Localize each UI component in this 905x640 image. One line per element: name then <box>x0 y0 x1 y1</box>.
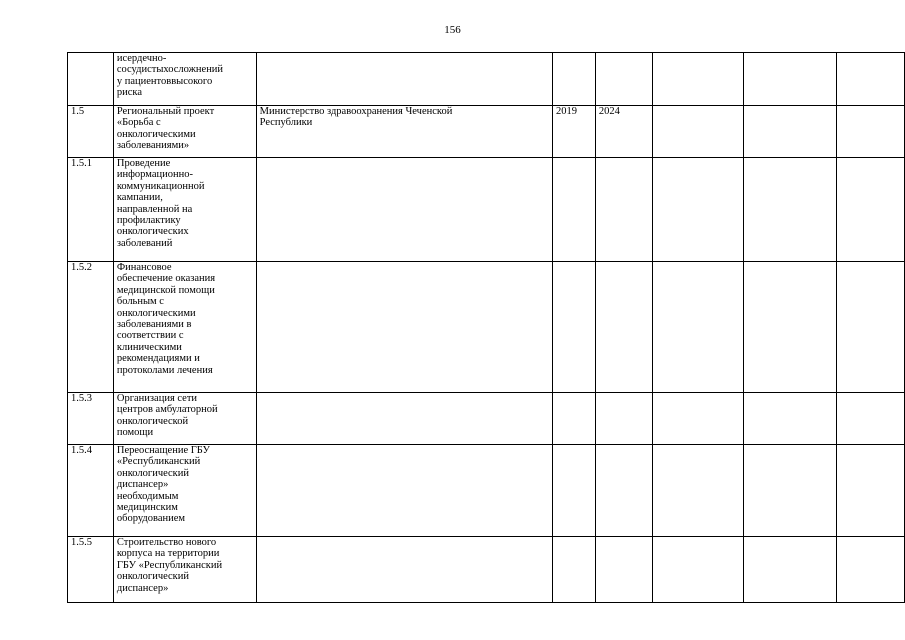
executor-cell <box>256 393 552 445</box>
executor-cell <box>256 53 552 106</box>
column-7-cell <box>744 106 837 158</box>
item-name-cell <box>113 445 256 537</box>
column-6-cell <box>652 393 743 445</box>
cell-text-line: диспансер» <box>116 582 169 594</box>
column-7-cell <box>744 445 837 537</box>
cell-text-line: медицинской помощи <box>116 284 215 296</box>
column-8-cell <box>837 262 905 393</box>
cell-text-line: 1.5.4 <box>71 445 92 456</box>
start-year-cell <box>553 262 596 393</box>
column-6-cell <box>652 537 743 603</box>
cell-text-line: заболеваниями в <box>116 319 192 331</box>
cell-text-line: протоколами лечения <box>116 364 213 376</box>
cell-text-line: ГБУ «Республиканский <box>116 559 223 571</box>
item-name-cell <box>113 53 256 106</box>
item-name-cell <box>113 106 256 158</box>
item-number-cell <box>68 537 114 603</box>
cell-text-line: диспансер» <box>116 479 169 491</box>
cell-text-line: Строительство нового <box>116 537 217 548</box>
cell-text-line: необходимым <box>116 490 179 502</box>
cell-text-line: онкологическими <box>116 128 196 140</box>
start-year-cell <box>553 445 596 537</box>
plan-table <box>67 52 905 603</box>
table-body <box>68 53 905 603</box>
column-8-cell <box>837 53 905 106</box>
cell-text-line: онкологической <box>116 415 189 427</box>
column-6-cell <box>652 158 743 262</box>
executor-cell <box>256 262 552 393</box>
column-6-cell <box>652 106 743 158</box>
end-year-cell <box>595 106 652 158</box>
cell-text-line: Проведение <box>116 158 171 169</box>
cell-text-line: онкологический <box>116 571 190 583</box>
column-8-cell <box>837 106 905 158</box>
item-name-cell <box>113 158 256 262</box>
executor-cell <box>256 158 552 262</box>
item-name-cell <box>113 537 256 603</box>
column-7-cell <box>744 53 837 106</box>
column-8-cell <box>837 537 905 603</box>
column-7-cell <box>744 393 837 445</box>
table-row <box>68 393 905 445</box>
cell-text-line: центров амбулаторной <box>116 404 218 416</box>
cell-text-line: медицинским <box>116 502 178 514</box>
start-year-cell <box>553 53 596 106</box>
executor-cell <box>256 106 552 158</box>
cell-text-line: 1.5 <box>71 106 85 117</box>
cell-text-line: рекомендациями и <box>116 353 200 365</box>
column-6-cell <box>652 445 743 537</box>
cell-text-line: клиническими <box>116 341 182 353</box>
table-row <box>68 445 905 537</box>
cell-text-line: Финансовое <box>116 262 172 273</box>
cell-text-line: заболеваний <box>116 237 173 249</box>
start-year-cell <box>553 537 596 603</box>
cell-text-line: исердечно- <box>116 53 167 64</box>
cell-text-line: «Республиканский <box>116 456 201 468</box>
column-7-cell <box>744 262 837 393</box>
table-row <box>68 53 905 106</box>
page-number: 156 <box>444 24 461 36</box>
cell-text-line: онкологических <box>116 226 189 238</box>
cell-text-line: онкологическими <box>116 307 196 319</box>
cell-text-line: Министерство здравоохранения Чеченской <box>259 106 453 117</box>
cell-text-line: информационно- <box>116 169 193 181</box>
column-8-cell <box>837 158 905 262</box>
cell-text-line: больным с <box>116 296 164 308</box>
end-year-cell <box>595 262 652 393</box>
column-6-cell <box>652 262 743 393</box>
table-row <box>68 158 905 262</box>
end-year-cell <box>595 393 652 445</box>
cell-text-line: Организация сети <box>116 393 198 404</box>
cell-text-line: 1.5.3 <box>71 393 92 404</box>
column-6-cell <box>652 53 743 106</box>
end-year-cell <box>595 53 652 106</box>
table-row <box>68 106 905 158</box>
start-year-cell <box>553 158 596 262</box>
cell-text-line: корпуса на территории <box>116 548 220 560</box>
table-row <box>68 537 905 603</box>
end-year-cell <box>595 158 652 262</box>
start-year-cell <box>553 106 596 158</box>
item-number-cell <box>68 262 114 393</box>
cell-text-line: помощи <box>116 427 154 439</box>
column-8-cell <box>837 393 905 445</box>
cell-text-line: 1.5.5 <box>71 537 92 548</box>
cell-text-line: оборудованием <box>116 513 186 525</box>
cell-text-line: коммуникационной <box>116 180 205 192</box>
cell-text-line: 1.5.2 <box>71 262 92 273</box>
cell-text-line: 2019 <box>556 106 578 117</box>
cell-text-line: риска <box>116 87 142 99</box>
cell-text-line: онкологический <box>116 467 190 479</box>
executor-cell <box>256 445 552 537</box>
executor-cell <box>256 537 552 603</box>
end-year-cell <box>595 537 652 603</box>
table-row <box>68 262 905 393</box>
cell-text-line: обеспечение оказания <box>116 273 216 285</box>
cell-text-line: Переоснащение ГБУ <box>116 445 210 456</box>
item-number-cell <box>68 393 114 445</box>
cell-text-line: кампании, <box>116 192 163 204</box>
cell-text-line: заболеваниями» <box>116 140 190 152</box>
cell-text-line: у пациентоввысокого <box>116 75 213 87</box>
cell-text-line: Республики <box>259 117 313 129</box>
column-7-cell <box>744 158 837 262</box>
item-number-cell <box>68 158 114 262</box>
cell-text-line: направленной на <box>116 203 193 215</box>
item-name-cell <box>113 262 256 393</box>
item-name-cell <box>113 393 256 445</box>
cell-text-line: «Борьба с <box>116 117 161 129</box>
start-year-cell <box>553 393 596 445</box>
cell-text-line: 1.5.1 <box>71 158 92 169</box>
cell-text-line: профилактику <box>116 215 181 227</box>
item-number-cell <box>68 53 114 106</box>
item-number-cell <box>68 106 114 158</box>
cell-text-line: Региональный проект <box>116 106 215 117</box>
end-year-cell <box>595 445 652 537</box>
column-8-cell <box>837 445 905 537</box>
column-7-cell <box>744 537 837 603</box>
cell-text-line: соответствии с <box>116 330 184 342</box>
cell-text-line: 2024 <box>598 106 620 117</box>
cell-text-line: сосудистыхосложнений <box>116 64 224 76</box>
item-number-cell <box>68 445 114 537</box>
